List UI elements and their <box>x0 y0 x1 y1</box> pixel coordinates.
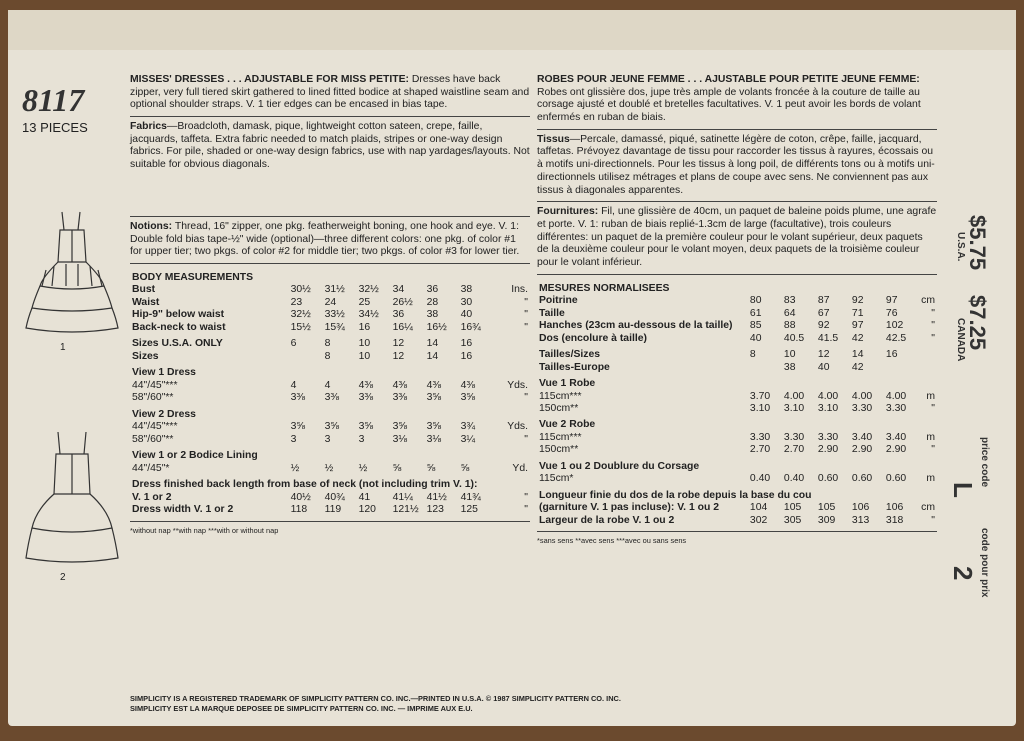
english-column <box>130 74 530 535</box>
table-cell: 16¾ <box>460 321 481 333</box>
row-label: Dos (encolure à taille) <box>539 332 647 344</box>
row-label: Vue 1 Robe <box>539 378 596 390</box>
table-cell: 3⅝ <box>460 392 476 404</box>
unit-cell: m <box>926 390 935 402</box>
row-label: 150cm** <box>539 444 579 456</box>
table-cell: 36 <box>392 309 405 321</box>
usa-label: U.S.A. <box>955 232 966 262</box>
english-fabrics <box>130 121 530 172</box>
row-label: V. 1 or 2 <box>132 491 172 503</box>
canada-price: $7.25 <box>965 295 990 351</box>
table-cell: ⅝ <box>460 462 470 474</box>
table-cell: 305 <box>783 514 802 526</box>
pieces-count: 13 PIECES <box>22 120 88 135</box>
table-row <box>130 446 530 462</box>
fournitures-label: Fournitures: <box>537 206 599 218</box>
table-cell: 3.30 <box>783 431 805 443</box>
row-label: Sizes U.S.A. ONLY <box>132 338 223 350</box>
unit-cell: " <box>931 514 935 526</box>
table-cell: 97 <box>851 320 864 332</box>
table-cell: 41 <box>358 491 371 503</box>
unit-cell: Yds. <box>507 421 528 433</box>
table-cell: 3.30 <box>749 431 771 443</box>
table-cell: 12 <box>392 350 405 362</box>
unit-cell: Yd. <box>512 462 528 474</box>
table-cell: 3⅜ <box>392 392 408 404</box>
prix-code-label: code pour prix <box>979 528 990 598</box>
row-label: 115cm* <box>539 473 574 485</box>
unit-cell: " <box>524 296 528 308</box>
usa-price: $5.75 <box>965 215 990 271</box>
table-cell: 3⅝ <box>290 421 306 433</box>
table-cell: 40 <box>460 309 473 321</box>
table-cell: 42 <box>851 361 864 373</box>
unit-cell: " <box>524 504 528 516</box>
unit-cell: cm <box>921 295 935 307</box>
table-row <box>130 351 530 363</box>
table-row <box>537 486 937 502</box>
table-cell: 8 <box>749 349 756 361</box>
table-row <box>537 391 937 403</box>
row-label: Back-neck to waist <box>132 321 226 333</box>
row-label: BODY MEASUREMENTS <box>132 271 254 283</box>
unit-cell: " <box>524 321 528 333</box>
english-title: MISSES' DRESSES . . . ADJUSTABLE FOR MISS PETITE: <box>130 74 410 85</box>
row-label: 58"/60"** <box>132 392 174 404</box>
price-code-label: price code <box>979 437 990 488</box>
unit-cell <box>493 334 530 350</box>
row-label: Dress width V. 1 or 2 <box>132 504 234 516</box>
table-cell: 0.40 <box>783 473 805 485</box>
table-cell: 4⅜ <box>426 379 442 391</box>
row-label: MESURES NORMALISEES <box>539 282 670 294</box>
table-cell: 3⅝ <box>392 421 408 433</box>
table-row <box>537 362 937 374</box>
table-cell: 40 <box>749 332 762 344</box>
notions-label: Notions: <box>130 220 173 232</box>
table-cell: 10 <box>783 349 796 361</box>
table-cell: 71 <box>851 307 864 319</box>
row-label: Vue 2 Robe <box>539 419 596 431</box>
french-fabrics <box>537 134 937 197</box>
english-description: Dresses have back zipper, very full tiered skirt gathered to lined fitted bodice at shaped waistline seam and optional shoulder straps. V. 1 tier edges can be encased in bias tape. <box>130 74 530 111</box>
table-cell: 106 <box>851 502 870 514</box>
english-intro <box>130 74 530 112</box>
table-cell: 34 <box>392 284 405 296</box>
table-cell: 40.5 <box>783 332 805 344</box>
fournitures-text: Fil, une glissière de 40cm, un paquet de baleine poids plume, une agrafe et porte. V. 1: ruban de biais replié-1.3cm de large (facultative), trois couleurs différentes: un paquet de la première couleur pour le volant supérieur, deux paquets de la deuxième couleur pour le volant moyen, deux paquets de la troisième couleur pour le volant inférieur. <box>537 206 937 268</box>
table-cell: 16 <box>460 338 473 350</box>
table-cell: 106 <box>885 502 904 514</box>
table-row <box>130 392 530 404</box>
table-cell: 92 <box>851 295 864 307</box>
table-cell: 8 <box>324 350 331 362</box>
price-code: L <box>948 482 978 498</box>
table-row <box>537 502 937 514</box>
prix-code: 2 <box>948 566 978 581</box>
table-cell: 15½ <box>290 321 311 333</box>
unit-cell: " <box>931 444 935 456</box>
row-label: Waist <box>132 296 160 308</box>
table-cell: 3.10 <box>783 402 805 414</box>
table-cell: 67 <box>817 307 830 319</box>
table-cell: 14 <box>426 350 439 362</box>
table-cell: 32½ <box>358 284 379 296</box>
table-cell: 3⅝ <box>426 392 442 404</box>
row-label: View 1 or 2 Bodice Lining <box>132 450 258 462</box>
table-row <box>537 320 937 332</box>
table-cell: 104 <box>749 502 768 514</box>
table-cell: 2.90 <box>885 444 907 456</box>
table-cell: 36 <box>426 284 439 296</box>
table-cell: 16½ <box>426 321 447 333</box>
table-cell: 2.70 <box>783 444 805 456</box>
trademark-line-english: SIMPLICITY IS A REGISTERED TRADEMARK OF SIMPLICITY PATTERN CO. INC.—PRINTED IN U.S.A. © 1987 SIMPLICITY PATTERN CO. INC. <box>130 694 621 703</box>
row-label: 44"/45"*** <box>132 379 178 391</box>
table-cell: 3 <box>358 433 365 445</box>
table-cell: 3.40 <box>885 431 907 443</box>
table-row <box>130 405 530 421</box>
view-2-dress-illustration <box>22 428 122 568</box>
table-row <box>537 279 937 295</box>
french-footnote: *sans sens **avec sens ***avec ou sans sens <box>537 536 687 546</box>
table-cell: 41.5 <box>817 332 839 344</box>
table-row <box>130 268 530 284</box>
table-cell: 38 <box>460 284 473 296</box>
french-description: Robes ont glissière dos, jupe très ample de volants froncée à la couture de taille au corsage ajusté et doublé et bretelles facultatives. V. 1 peut avoir les bords de volant enfermés en ruban de biais. <box>537 86 921 124</box>
table-cell: ½ <box>324 462 334 474</box>
table-cell: 42 <box>851 332 864 344</box>
table-cell: 8 <box>324 338 331 350</box>
table-cell: ⅝ <box>392 462 402 474</box>
unit-cell: m <box>926 473 935 485</box>
row-label: (garniture V. 1 pas incluse): V. 1 ou 2 <box>539 502 719 514</box>
row-label: View 2 Dress <box>132 408 196 420</box>
tissus-text: —Percale, damassé, piqué, satinette légère de coton, crêpe, faille, jacquard, taffetas. Prévoyez davantage de tissu pour raccorder les tissus à rayures, écossais ou à motifs uni-directionnels. Pour les tissus à long poil, de différents tons ou à motifs uni-directionnels utilisez métrages et plans de coupe avec sens. Ne conviennent pas aux tissus à diagonales apparentes. <box>537 133 935 196</box>
table-cell: 123 <box>426 504 444 516</box>
fabrics-label: Fabrics <box>130 121 167 133</box>
row-label: Taille <box>539 307 565 319</box>
fabrics-text: —Broadcloth, damask, pique, lightweight cotton sateen, crepe, faille, jacquards, taffeta. Extra fabric needed to match plaids, stripes or one-way design fabrics. For pile, shaded or one-way design fabrics, use with nap yardages/layouts. Not suitable for obvious diagonals. <box>130 121 530 171</box>
table-cell: 88 <box>783 320 796 332</box>
unit-cell: " <box>931 307 935 319</box>
table-row <box>130 434 530 446</box>
table-cell: ½ <box>290 462 300 474</box>
table-row <box>130 309 530 321</box>
table-row <box>537 374 937 390</box>
row-label: Vue 1 ou 2 Doublure du Corsage <box>539 460 700 472</box>
table-row <box>130 334 530 350</box>
divider <box>130 216 530 217</box>
table-row <box>537 457 937 473</box>
table-cell: 10 <box>358 350 371 362</box>
table-cell: 3.10 <box>749 402 771 414</box>
table-cell: 33½ <box>324 309 345 321</box>
table-cell: 3 <box>290 433 297 445</box>
unit-cell: " <box>931 402 935 414</box>
table-cell <box>884 362 918 374</box>
table-cell: 3⅛ <box>426 433 442 445</box>
table-row <box>537 308 937 320</box>
table-cell: 3.40 <box>851 431 873 443</box>
row-label: Sizes <box>132 350 159 362</box>
table-cell: 40 <box>817 361 830 373</box>
canada-label: CANADA <box>955 318 966 362</box>
table-cell: 4⅜ <box>358 379 374 391</box>
table-cell: 16 <box>460 350 473 362</box>
table-row <box>537 333 937 345</box>
view-2-label: 2 <box>60 572 66 583</box>
french-intro <box>537 74 937 125</box>
english-footnote: *without nap **with nap ***with or without nap <box>130 525 279 535</box>
table-cell: 4⅜ <box>460 379 476 391</box>
table-cell: 38 <box>783 361 796 373</box>
table-cell: 38 <box>426 309 439 321</box>
view-1-dress-illustration <box>22 200 122 340</box>
table-row <box>537 415 937 431</box>
table-cell: 318 <box>885 514 904 526</box>
row-label: Poitrine <box>539 295 578 307</box>
table-cell: 16 <box>885 349 898 361</box>
english-yardage-table <box>130 268 530 517</box>
unit-cell: Ins. <box>511 284 528 296</box>
table-cell: 16 <box>358 321 371 333</box>
table-row <box>130 380 530 392</box>
table-cell: 102 <box>885 320 904 332</box>
table-cell: 3⅜ <box>324 392 340 404</box>
row-label: Longueur finie du dos de la robe depuis la base du cou <box>539 489 812 501</box>
table-cell: 105 <box>817 502 836 514</box>
row-label: Tailles/Sizes <box>539 349 601 361</box>
unit-cell: " <box>524 309 528 321</box>
table-cell: 121½ <box>392 504 419 516</box>
table-cell: 302 <box>749 514 768 526</box>
table-cell: 118 <box>290 504 308 516</box>
divider <box>130 116 530 117</box>
unit-cell: m <box>926 431 935 443</box>
tissus-label: Tissus <box>537 133 570 145</box>
table-cell: 14 <box>426 338 439 350</box>
divider <box>130 521 530 522</box>
table-cell: 25 <box>358 296 371 308</box>
table-cell: 83 <box>783 295 796 307</box>
table-cell: 105 <box>783 502 802 514</box>
french-yardage-table <box>537 279 937 528</box>
table-cell: 309 <box>817 514 836 526</box>
table-cell <box>289 351 323 363</box>
trademark-line-french: SIMPLICITY EST LA MARQUE DEPOSEE DE SIMPLICITY PATTERN CO. INC. — IMPRIME AUX E.U. <box>130 703 473 713</box>
table-cell: 3.10 <box>817 402 839 414</box>
unit-cell: cm <box>921 502 935 514</box>
table-cell: 6 <box>290 338 297 350</box>
table-row <box>130 492 530 504</box>
row-label: Hanches (23cm au-dessous de la taille) <box>539 320 733 332</box>
row-label: Dress finished back length from base of neck (not including trim V. 1): <box>132 479 478 491</box>
envelope-flap <box>8 10 1016 50</box>
table-cell: 23 <box>290 296 303 308</box>
table-cell: 15¾ <box>324 321 345 333</box>
table-row <box>130 284 530 296</box>
table-cell: 3¼ <box>460 433 476 445</box>
table-cell: 30 <box>460 296 473 308</box>
table-cell: 32½ <box>290 309 311 321</box>
table-row <box>537 473 937 485</box>
table-cell: 31½ <box>324 284 345 296</box>
table-cell: 3.30 <box>885 402 907 414</box>
table-cell: 0.60 <box>817 473 839 485</box>
table-cell: 2.70 <box>749 444 771 456</box>
table-cell: 24 <box>324 296 337 308</box>
table-row <box>130 463 530 475</box>
table-cell: 92 <box>817 320 830 332</box>
table-row <box>537 515 937 527</box>
table-row <box>537 295 937 307</box>
table-cell: ½ <box>358 462 368 474</box>
table-cell: 34½ <box>358 309 379 321</box>
french-title: ROBES POUR JEUNE FEMME . . . AJUSTABLE POUR PETITE JEUNE FEMME: <box>537 74 920 85</box>
row-label: 44"/45"*** <box>132 421 178 433</box>
table-cell <box>748 362 782 374</box>
unit-cell <box>918 345 937 361</box>
table-cell: 3¾ <box>460 421 476 433</box>
table-cell: 28 <box>426 296 439 308</box>
table-cell: 120 <box>358 504 376 516</box>
table-cell: 12 <box>392 338 405 350</box>
table-cell: 40¾ <box>324 491 345 503</box>
table-cell: 30½ <box>290 284 311 296</box>
table-cell: 4.00 <box>783 390 805 402</box>
row-label: 58"/60"** <box>132 433 174 445</box>
table-cell: 2.90 <box>851 444 873 456</box>
row-label: 115cm*** <box>539 390 582 402</box>
table-cell: 85 <box>749 320 762 332</box>
table-cell: 41¼ <box>392 491 413 503</box>
table-row <box>130 421 530 433</box>
divider <box>130 263 530 264</box>
table-row <box>130 475 530 491</box>
table-cell: 87 <box>817 295 830 307</box>
table-row <box>130 297 530 309</box>
table-cell: 3.30 <box>817 431 839 443</box>
table-cell: 97 <box>885 295 898 307</box>
table-row <box>130 322 530 334</box>
table-cell: 4.00 <box>851 390 873 402</box>
view-1-label: 1 <box>60 342 66 353</box>
table-cell: 3⅜ <box>358 392 374 404</box>
french-notions <box>537 206 937 269</box>
table-row <box>130 504 530 516</box>
table-cell: 3⅛ <box>392 433 408 445</box>
table-cell: 4.00 <box>817 390 839 402</box>
row-label: View 1 Dress <box>132 367 196 379</box>
table-row <box>537 345 937 361</box>
row-label: 115cm*** <box>539 431 582 443</box>
table-cell: ⅝ <box>426 462 436 474</box>
table-cell: 3⅜ <box>290 392 306 404</box>
table-cell: 0.40 <box>749 473 771 485</box>
table-cell: 4.00 <box>885 390 907 402</box>
divider <box>537 531 937 532</box>
row-label: Tailles-Europe <box>539 361 610 373</box>
table-cell: 125 <box>460 504 478 516</box>
unit-cell: " <box>524 392 528 404</box>
table-row <box>130 363 530 379</box>
table-cell: 40½ <box>290 491 311 503</box>
trademark-notice <box>130 694 621 713</box>
row-label: Hip-9" below waist <box>132 309 225 321</box>
table-cell: 3.70 <box>749 390 771 402</box>
divider <box>537 274 937 275</box>
table-cell: 3 <box>324 433 331 445</box>
table-cell: 4⅜ <box>392 379 408 391</box>
table-cell: 61 <box>749 307 762 319</box>
pattern-number: 8117 <box>22 82 85 118</box>
table-row <box>537 444 937 456</box>
table-cell: 80 <box>749 295 762 307</box>
table-cell: 10 <box>358 338 371 350</box>
unit-cell <box>493 351 530 363</box>
table-cell: 26½ <box>392 296 413 308</box>
notions-text: Thread, 16" zipper, one pkg. featherweight boning, one hook and eye. V. 1: Double fold bias tape-½" wide (optional)—three different colors: one pkg. of color #1 for upper tier; two pkgs. of color #2 for middle tier; two pkgs. of color #3 for lower tier. <box>130 220 520 258</box>
row-label: Bust <box>132 284 156 296</box>
table-cell: 119 <box>324 504 342 516</box>
table-cell: 12 <box>817 349 830 361</box>
table-cell: 4 <box>324 379 331 391</box>
table-cell: 16¼ <box>392 321 413 333</box>
row-label: 44"/45"* <box>132 462 170 474</box>
unit-cell <box>918 362 937 374</box>
table-cell: 42.5 <box>885 332 907 344</box>
table-cell: 76 <box>885 307 898 319</box>
table-cell: 313 <box>851 514 870 526</box>
unit-cell: " <box>931 320 935 332</box>
row-label: Largeur de la robe V. 1 ou 2 <box>539 514 675 526</box>
table-cell: 14 <box>851 349 864 361</box>
french-column <box>537 74 937 545</box>
table-cell: 0.60 <box>851 473 873 485</box>
unit-cell: " <box>524 433 528 445</box>
table-cell: 3.30 <box>851 402 873 414</box>
table-cell: 0.60 <box>885 473 907 485</box>
table-cell: 3⅝ <box>324 421 340 433</box>
unit-cell: " <box>524 491 528 503</box>
table-cell: 41¾ <box>460 491 481 503</box>
table-row <box>537 403 937 415</box>
english-notions <box>130 221 530 259</box>
unit-cell: " <box>931 332 935 344</box>
divider <box>537 129 937 130</box>
table-cell: 41½ <box>426 491 447 503</box>
unit-cell: Yds. <box>507 379 528 391</box>
table-cell: 2.90 <box>817 444 839 456</box>
table-row <box>537 432 937 444</box>
table-cell: 64 <box>783 307 796 319</box>
table-cell: 4 <box>290 379 297 391</box>
divider <box>537 201 937 202</box>
table-cell: 3⅝ <box>358 421 374 433</box>
table-cell: 3⅝ <box>426 421 442 433</box>
row-label: 150cm** <box>539 402 579 414</box>
